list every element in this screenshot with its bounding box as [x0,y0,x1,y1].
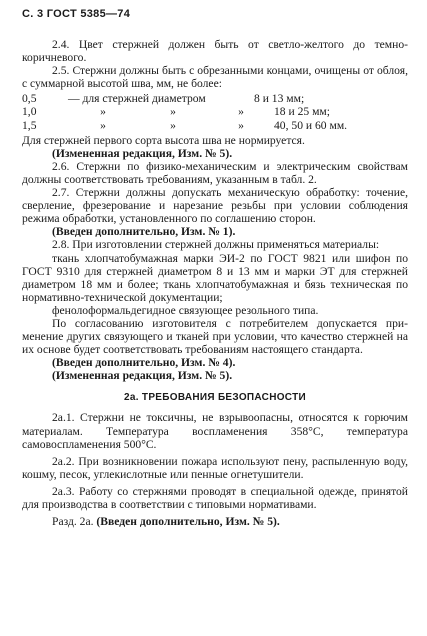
seam-height-list [22,92,408,131]
clause-2-8-fabric: ткань хлопчатобумажная марки ЭИ-2 по ГОСТ 9821 или шифон по ГОСТ 9310 для стержней диаметром 8 и 13 мм и марки ЭТ для стержней диаметром 18 мм и более; ткань хлопчатобумажная и бязь техническая по нормативно-технической документации; [22,251,408,304]
clause-2a-3: 2а.3. Работу со стержнями проводят в специальной одежде, принятой для производства в соответствии с типовыми нормативами. [22,484,408,511]
clause-2-8-agreement: По согласованию изготовителя с потребителем допускается применение других связующего и тканей при условии, что качество стержней на их основе будет соответствовать требованиям настоящего стандарта. [22,316,408,357]
revision-note: (Введен дополнительно, Изм. № 4). [52,356,236,370]
clause-2a-1: 2а.1. Стержни не токсичны, не взрывоопасны, относятся к горючим материалам. Температура воспламенения 358°С, температура самовоспламенения 500°С. [22,411,408,451]
page-header: С. 3 ГОСТ 5385—74 [22,8,131,20]
clause-2-8-binder: фенолоформальдегидное связующее резольного типа. [52,303,319,317]
seam-height-row: 1,0 » » » 18 и 25 мм; [22,105,330,119]
section-revision-note: Разд. 2а. (Введен дополнительно, Изм. № 5). [52,515,280,529]
document-body [22,38,408,528]
clause-2-4: 2.4. Цвет стержней должен быть от светло-желтого до темнокоричневого. [22,38,408,65]
clause-2-7: 2.7. Стержни должны допускать механическую обработку: точение, сверление, фрезерование и нарезание резьбы при условии соблюдения режима обработки, установленного по соглашению сторон. [22,186,408,226]
clause-2a-2: 2а.2. При возникновении пожара используют пену, распыленную воду, кошму, песок, углекислотные или пенные огнетушители. [22,454,408,481]
seam-height-row: 0,5 — для стержней диаметром 8 и 13 мм; [22,92,305,106]
section-title: 2а. ТРЕБОВАНИЯ БЕЗОПАСНОСТИ [124,392,306,404]
clause-2-8: 2.8. При изготовлении стержней должны применяться материалы: [52,238,380,252]
clause-2-5: 2.5. Стержни должны быть с обрезанными концами, очищены от облоя, с суммарной высотой шва, мм, не более: [22,64,408,91]
revision-note: (Измененная редакция, Изм. № 5). [52,369,233,383]
revision-note: (Измененная редакция, Изм. № 5). [52,146,233,160]
clause-2-5-note: Для стержней первого сорта высота шва не нормируется. [22,133,305,147]
revision-note: (Введен дополнительно, Изм. № 1). [52,225,236,239]
seam-height-row: 1,5 » » » 40, 50 и 60 мм. [22,118,348,132]
clause-2-6: 2.6. Стержни по физико-механическим и электрическим свойствам должны соответствовать требованиям, указанным в табл. 2. [22,159,408,186]
